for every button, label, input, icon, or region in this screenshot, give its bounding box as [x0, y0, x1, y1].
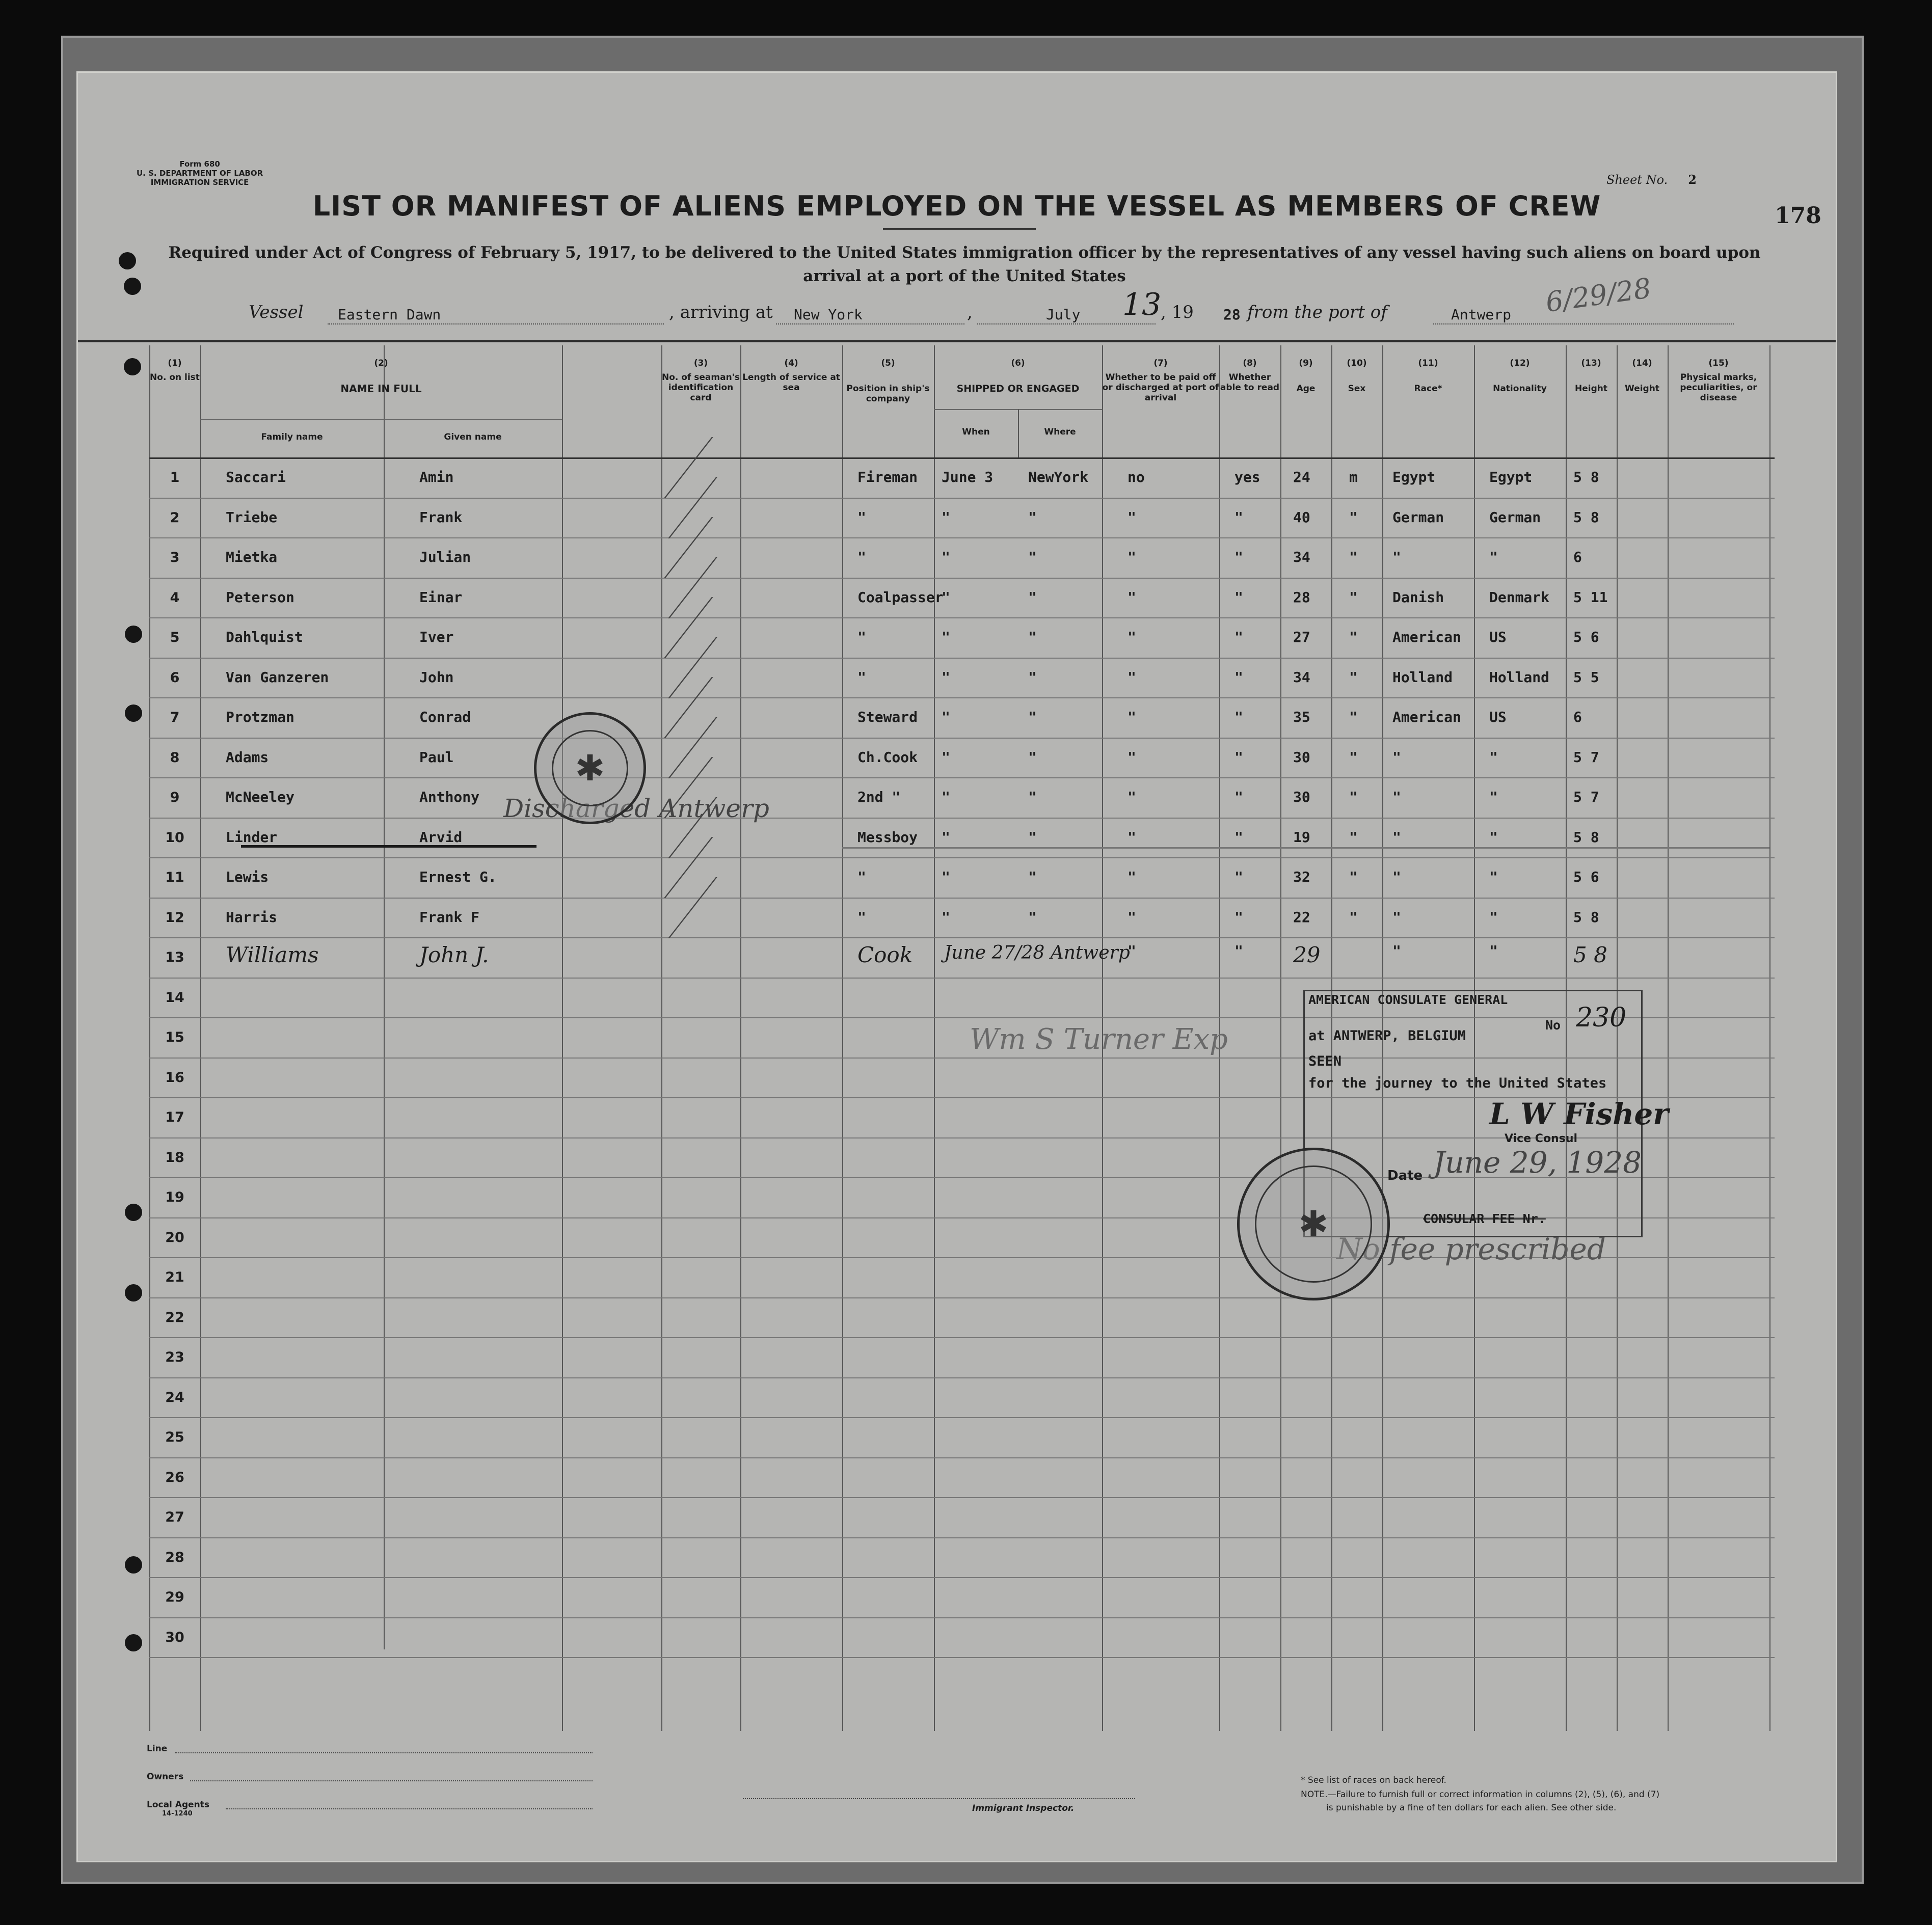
where-header: Where	[1044, 427, 1076, 437]
age-cell: 22	[1293, 908, 1310, 926]
row-number: 26	[165, 1469, 184, 1485]
row-number: 3	[170, 550, 180, 565]
col10-header: (10) Sex	[1347, 358, 1367, 394]
table-row-line	[149, 1417, 1775, 1418]
shipped-where-cell: NewYork	[1028, 469, 1089, 485]
nationality-cell: German	[1489, 508, 1541, 526]
family-name-cell: McNeeley	[226, 789, 294, 805]
family-name-cell: Protzman	[226, 709, 294, 725]
position-cell: "	[857, 508, 866, 526]
footer-line-label: Line	[147, 1744, 168, 1754]
row-number: 8	[170, 749, 180, 766]
year-prefix: , 19	[1161, 302, 1194, 322]
row-number: 17	[165, 1109, 184, 1125]
sex-cell: "	[1349, 869, 1358, 885]
when-header: When	[962, 427, 990, 437]
shipped-where-cell: "	[1028, 709, 1037, 725]
able-to-read-cell: "	[1235, 629, 1243, 645]
shipped-when-cell: "	[942, 709, 950, 725]
shipped-where-cell: "	[1028, 789, 1037, 805]
age-cell: 35	[1293, 709, 1310, 725]
consular-fee-label: CONSULAR FEE Nr.	[1423, 1211, 1546, 1226]
race-cell: German	[1392, 508, 1444, 526]
row-number: 2	[170, 509, 180, 526]
sex-cell: "	[1349, 549, 1358, 565]
punch-hole	[125, 704, 142, 722]
page-stamp: 178	[1775, 203, 1821, 229]
document-title: LIST OR MANIFEST OF ALIENS EMPLOYED ON THE VESSEL AS MEMBERS OF CREW	[312, 190, 1601, 222]
sex-cell: "	[1349, 508, 1358, 526]
eagle-emblem-icon: ✱	[1298, 1203, 1329, 1245]
shipped-when-cell: June 3	[942, 469, 994, 485]
paid-off-cell: "	[1128, 549, 1136, 565]
footnote-penalty-1: NOTE.—Failure to furnish full or correct information in columns (2), (5), (6), and (7)	[1301, 1790, 1660, 1800]
race-cell: American	[1392, 709, 1461, 725]
row8-note: Discharged Antwerp	[503, 794, 769, 823]
shipped-when-cell: "	[942, 828, 950, 846]
able-to-read-cell: "	[1235, 908, 1243, 926]
punch-hole	[125, 1204, 142, 1221]
document-subtitle: Required under Act of Congress of February 5, 1917, to be delivered to the United States immigration officer by the representatives of any vessel having such aliens on board upon arrival at a port of the United States	[168, 243, 1761, 285]
consulate-general-seal	[1237, 1148, 1390, 1300]
age-cell: 30	[1293, 748, 1310, 766]
table-row-line	[149, 617, 1775, 618]
able-to-read-cell: "	[1235, 549, 1243, 565]
able-to-read-cell: yes	[1235, 469, 1260, 485]
col4-header: (4) Length of service at sea	[742, 358, 840, 393]
table-row-line	[149, 1337, 1775, 1338]
form-number: Form 680	[179, 159, 220, 169]
position-cell: "	[857, 908, 866, 926]
nationality-cell: US	[1489, 629, 1507, 645]
table-row-line	[149, 1537, 1775, 1538]
nationality-cell: "	[1489, 828, 1498, 846]
paid-off-cell: "	[1128, 869, 1136, 885]
family-name-cell: Lewis	[226, 869, 269, 885]
col6-header: (6) SHIPPED OR ENGAGED	[956, 358, 1080, 394]
paid-off-cell: "	[1128, 908, 1136, 926]
position-cell: "	[857, 549, 866, 565]
paid-off-cell: "	[1128, 588, 1136, 606]
arriving-port: New York	[794, 306, 863, 323]
row-number: 29	[165, 1589, 184, 1605]
height-cell: 5 7	[1573, 789, 1599, 805]
year-suffix: 28	[1223, 306, 1241, 323]
nationality-cell: Denmark	[1489, 588, 1550, 606]
family-name-header: Family name	[261, 432, 323, 442]
given-name-cell: Arvid	[419, 828, 463, 846]
punch-hole	[125, 1556, 142, 1574]
given-name-cell: Ernest G.	[419, 869, 497, 885]
given-name-cell: Einar	[419, 588, 463, 606]
height-cell: 5 8	[1573, 908, 1599, 926]
row-number: 23	[165, 1349, 184, 1365]
given-name-cell: Amin	[419, 469, 454, 485]
date-value: June 29, 1928	[1433, 1145, 1642, 1180]
col2-header: (2) NAME IN FULL	[340, 358, 422, 395]
shipped-where-cell: "	[1028, 549, 1037, 565]
consulate-line4: for the journey to the United States	[1308, 1075, 1607, 1091]
sheet-value: 2	[1688, 172, 1697, 187]
shipped-when-cell: "	[942, 789, 950, 805]
row-number: 28	[165, 1549, 184, 1565]
from-port: Antwerp	[1451, 306, 1512, 323]
vice-consul-title: Vice Consul	[1505, 1132, 1578, 1145]
race-cell: Holland	[1392, 668, 1453, 686]
row-number: 22	[165, 1309, 184, 1325]
footnote-races: * See list of races on back hereof.	[1301, 1775, 1446, 1785]
height-cell: 5 5	[1573, 668, 1599, 686]
table-row-line	[149, 1377, 1775, 1378]
row-number: 27	[165, 1509, 184, 1525]
consulate-no-value: 230	[1576, 1002, 1627, 1033]
paid-off-cell: "	[1128, 748, 1136, 766]
row-number: 4	[170, 589, 180, 606]
punch-hole	[125, 1284, 142, 1302]
sex-cell: "	[1349, 748, 1358, 766]
row-number: 19	[165, 1189, 184, 1205]
footer-agents-label: Local Agents	[147, 1800, 210, 1810]
title-rule	[883, 228, 1036, 230]
able-to-read-cell: "	[1235, 789, 1243, 805]
age-cell: 27	[1293, 629, 1310, 645]
row-number: 12	[165, 909, 184, 926]
table-row-line	[149, 1657, 1775, 1658]
table-row-line	[149, 738, 1775, 739]
manifest-sheet: Form 680 U. S. DEPARTMENT OF LABOR IMMIGRATION SERVICE Sheet No. 2 178 LIST OR MANIFEST OF ALIENS EMPLOYED ON THE VESSEL AS MEMBERS OF CREW Required under Act of Congress of February 5, 1917, to be delivered to the United States immigration officer by the representatives of any vessel having such aliens on board upon arrival at a port of the United States Vessel Eastern Dawn , arriving at New York , July 13 , 19 28 from the port of Antwerp 6/29/28 (1) No. on list (2) NAME IN FULL Family name Given name (3) No. of seaman's identification card (4) Length of service at sea (5) Position in ship's company (6) SHIPPED OR ENGAGED When Where (7) Whether to be paid off or discharged at port of arrival (8) Whether able to read (9) Age (10) Sex (11) Race* (12) Nationality (13) Height (14) Weight (15) Physical marks, peculiarities, or disease 1 2 3 4 5 6 7 8 9 10 11 12 13 14 15 16 17 18 19 20 21 22 23 24 25 26 27 28 29 30 Saccari Amin Fireman June 3 NewYork no yes 24 m Egypt Egypt 5 8 Triebe Frank " " " " " 40 " German German 5 8 Mietka Julian " " " " " 34 " " " 6 Peterson Einar Coalpasser " " " " 28 " Danish Denmark 5 11 Dahlquist Iver " " " " " 27 " American US 5 6 Van Ganzeren John " " " " " 34 " Holland Holland 5 5 Protzman Conrad Steward " " " " 35 " American US 6 Adams Paul Ch.Cook " " " " 30 " " " 5 7 McNeeley Anthony 2nd " " " " " 30 " " " 5 7 Linder Arvid Messboy " " " " 19 " " " 5 8 Lewis Ernest G. " " " " " 32 " " " 5 6 Harris Frank F " " " " " 22 " " " 5 8 Williams John J. Cook June 27/28 Antwerp " " 29 " " 5 8 Discharged Antwerp ✱ Wm S Turner Exp AMERICAN CONSULATE GENERAL No 230 at ANTWERP, BELGIUM SEEN for the journey to the United States L W Fisher Vice Consul Date June 29, 1928 CONSULAR FEE Nr. No fee prescribed ✱ Line Owners Local Agents 14-1240 Immigrant Inspector. * See list of races on back hereof. NOTE.—Failure to furnish full or correct information in columns (2), (5), (6), and (7) is punishable by a fine of ten dollars for each alien. See other side.	[76, 71, 1837, 1862]
row-number: 7	[170, 710, 180, 725]
row-number: 21	[165, 1269, 184, 1285]
height-cell: 6	[1573, 549, 1582, 565]
shipped-where-cell: "	[1028, 828, 1037, 846]
footnote-penalty-2: is punishable by a fine of ten dollars for each alien. See other side.	[1326, 1803, 1617, 1813]
shipped-where-cell: "	[1028, 508, 1037, 526]
table-row-line	[149, 537, 1775, 538]
consulate-line2: at ANTWERP, BELGIUM	[1308, 1028, 1466, 1044]
given-name-cell: John J.	[419, 942, 489, 967]
given-name-cell: Iver	[419, 629, 454, 645]
family-name-cell: Linder	[226, 828, 278, 846]
table-row-line	[149, 658, 1775, 659]
col9-header: (9) Age	[1296, 358, 1316, 394]
vessel-line	[249, 302, 303, 322]
age-cell: 34	[1293, 668, 1310, 686]
race-cell: "	[1392, 748, 1401, 766]
height-cell: 5 8	[1573, 469, 1599, 485]
sex-cell: "	[1349, 789, 1358, 805]
row-number: 6	[170, 669, 180, 686]
punch-hole	[124, 278, 141, 295]
col5-header: (5) Position in ship's company	[846, 358, 930, 404]
col12-header: (12) Nationality	[1493, 358, 1547, 394]
race-cell: American	[1392, 629, 1461, 645]
sex-cell: "	[1349, 668, 1358, 686]
shipped-when-cell: "	[942, 748, 950, 766]
shipped-when-cell: "	[942, 508, 950, 526]
family-name-cell: Saccari	[226, 469, 286, 485]
given-name-cell: John	[419, 668, 454, 686]
family-name-cell: Mietka	[226, 549, 278, 565]
paid-off-cell: "	[1128, 668, 1136, 686]
cancel-line-row-8	[842, 847, 1769, 849]
position-cell: Fireman	[857, 469, 918, 485]
shipped-when-cell: "	[942, 668, 950, 686]
family-name-cell: Williams	[226, 942, 319, 967]
paid-off-cell: "	[1128, 508, 1136, 526]
race-cell: "	[1392, 908, 1401, 926]
vessel-label: Vessel	[249, 302, 304, 322]
consulate-no-label: No	[1545, 1018, 1561, 1033]
shipped-when-cell: June 27/28 Antwerp	[944, 942, 1130, 963]
from-label: from the port of	[1247, 302, 1387, 322]
row-number: 24	[165, 1389, 184, 1405]
paid-off-cell: "	[1128, 789, 1136, 805]
nationality-cell: "	[1489, 908, 1498, 926]
footer-owners-label: Owners	[147, 1772, 184, 1782]
date-label: Date	[1387, 1168, 1423, 1183]
age-cell: 30	[1293, 789, 1310, 805]
race-cell: "	[1392, 869, 1401, 885]
able-to-read-cell: "	[1235, 748, 1243, 766]
handwritten-date: 6/29/28	[1543, 272, 1653, 319]
table-row-line	[149, 898, 1775, 899]
position-cell: "	[857, 629, 866, 645]
col3-header: (3) No. of seaman's identification card	[661, 358, 740, 403]
row-number: 18	[165, 1149, 184, 1165]
consulate-seal-stamp	[534, 712, 646, 824]
row-number: 9	[170, 790, 180, 805]
able-to-read-cell: "	[1235, 668, 1243, 686]
family-name-cell: Peterson	[226, 588, 294, 606]
race-cell: "	[1392, 942, 1401, 959]
shipped-where-cell: "	[1028, 668, 1037, 686]
shipped-when-cell: "	[942, 549, 950, 565]
table-row-line	[149, 1497, 1775, 1498]
header-separator	[78, 340, 1836, 342]
able-to-read-cell: "	[1235, 942, 1243, 959]
given-name-header: Given name	[444, 432, 502, 442]
punch-hole	[125, 626, 142, 643]
age-cell: 32	[1293, 869, 1310, 885]
row-number: 16	[165, 1069, 184, 1086]
nationality-cell: "	[1489, 942, 1498, 959]
arrival-month: July	[1046, 306, 1081, 323]
col14-header: (14) Weight	[1625, 358, 1659, 394]
row-number: 1	[170, 470, 180, 485]
paid-off-cell: "	[1128, 709, 1136, 725]
footer-agents-code: 14-1240	[162, 1810, 193, 1818]
table-row-line	[149, 697, 1775, 698]
nationality-cell: "	[1489, 748, 1498, 766]
shipped-where-cell: "	[1028, 908, 1037, 926]
consul-signature: L W Fisher	[1489, 1097, 1669, 1131]
able-to-read-cell: "	[1235, 869, 1243, 885]
row-number: 13	[165, 950, 184, 965]
age-cell: 24	[1293, 469, 1310, 485]
nationality-cell: "	[1489, 869, 1498, 885]
eagle-emblem-icon: ✱	[575, 747, 605, 789]
arriving-label: , arriving at	[669, 302, 773, 322]
table-row-line	[149, 1297, 1775, 1298]
row-number: 14	[165, 989, 184, 1006]
position-cell: Messboy	[857, 828, 918, 846]
col8-header: (8) Whether able to read	[1220, 358, 1280, 393]
race-cell: "	[1392, 828, 1401, 846]
shipped-where-cell: "	[1028, 748, 1037, 766]
able-to-read-cell: "	[1235, 508, 1243, 526]
inspector-label: Immigrant Inspector.	[972, 1803, 1075, 1813]
height-cell: 5 8	[1573, 942, 1607, 967]
sex-cell: "	[1349, 588, 1358, 606]
age-cell: 29	[1293, 942, 1321, 967]
shipped-when-cell: "	[942, 588, 950, 606]
table-row-line	[149, 777, 1775, 778]
row15-note: Wm S Turner Exp	[970, 1023, 1228, 1056]
position-cell: Steward	[857, 709, 918, 725]
consulate-line1: AMERICAN CONSULATE GENERAL	[1308, 992, 1508, 1007]
height-cell: 6	[1573, 709, 1582, 725]
family-name-cell: Triebe	[226, 508, 278, 526]
table-row-line	[149, 498, 1775, 499]
race-cell: Danish	[1392, 588, 1444, 606]
sex-cell: "	[1349, 828, 1358, 846]
position-cell: Ch.Cook	[857, 748, 918, 766]
col13-header: (13) Height	[1575, 358, 1607, 394]
table-row-line	[149, 978, 1775, 979]
form-identifier	[137, 159, 263, 187]
col11-header: (11) Race*	[1414, 358, 1442, 394]
col7-header: (7) Whether to be paid off or discharged at port of arrival	[1102, 358, 1219, 403]
col1-header: (1) No. on list	[150, 358, 200, 383]
able-to-read-cell: "	[1235, 828, 1243, 846]
punch-hole	[124, 358, 141, 375]
position-cell: "	[857, 668, 866, 686]
race-cell: Egypt	[1392, 469, 1436, 485]
position-cell: Cook	[857, 942, 913, 967]
shipped-when-cell: "	[942, 869, 950, 885]
given-name-cell: Paul	[419, 748, 454, 766]
sheet-number	[1606, 172, 1697, 187]
nationality-cell: US	[1489, 709, 1507, 725]
family-name-cell: Dahlquist	[226, 629, 303, 645]
height-cell: 5 7	[1573, 748, 1599, 766]
shipped-where-cell: "	[1028, 869, 1037, 885]
age-cell: 40	[1293, 508, 1310, 526]
height-cell: 5 8	[1573, 508, 1599, 526]
height-cell: 5 6	[1573, 869, 1599, 885]
nationality-cell: Holland	[1489, 668, 1550, 686]
given-name-cell: Anthony	[419, 789, 480, 805]
table-row-line	[149, 857, 1775, 858]
table-row-line	[149, 578, 1775, 579]
sex-cell: m	[1349, 469, 1358, 485]
arrival-day: 13	[1122, 287, 1162, 322]
given-name-cell: Julian	[419, 549, 471, 565]
paid-off-cell: "	[1128, 828, 1136, 846]
given-name-cell: Conrad	[419, 709, 471, 725]
position-cell: 2nd "	[857, 789, 901, 805]
paid-off-cell: "	[1128, 942, 1136, 959]
nationality-cell: "	[1489, 789, 1498, 805]
race-cell: "	[1392, 789, 1401, 805]
height-cell: 5 11	[1573, 588, 1608, 606]
paid-off-cell: "	[1128, 629, 1136, 645]
fee-note: No fee prescribed	[1336, 1232, 1606, 1266]
shipped-where-cell: "	[1028, 629, 1037, 645]
punch-hole	[119, 252, 136, 269]
service: IMMIGRATION SERVICE	[150, 178, 249, 187]
row-number: 30	[165, 1629, 184, 1645]
shipped-when-cell: "	[942, 908, 950, 926]
age-cell: 28	[1293, 588, 1310, 606]
sex-cell: "	[1349, 709, 1358, 725]
sheet-label: Sheet No.	[1606, 173, 1668, 187]
height-cell: 5 6	[1573, 629, 1599, 645]
row-number: 10	[165, 829, 184, 846]
consulate-line3: SEEN	[1308, 1053, 1342, 1069]
row-number: 5	[170, 630, 180, 645]
col15-header: (15) Physical marks, peculiarities, or disease	[1680, 358, 1757, 403]
nationality-cell: "	[1489, 549, 1498, 565]
sex-cell: "	[1349, 629, 1358, 645]
position-cell: Coalpasser	[857, 588, 944, 606]
race-cell: "	[1392, 549, 1401, 565]
sex-cell: "	[1349, 908, 1358, 926]
row-number: 25	[165, 1429, 184, 1445]
row-number: 15	[165, 1029, 184, 1045]
table-row-line	[149, 818, 1775, 819]
strikethrough-row-8	[241, 845, 536, 848]
table-row-line	[149, 1457, 1775, 1458]
age-cell: 19	[1293, 828, 1310, 846]
able-to-read-cell: "	[1235, 588, 1243, 606]
vessel-name: Eastern Dawn	[338, 306, 441, 323]
department: U. S. DEPARTMENT OF LABOR	[137, 169, 263, 178]
position-cell: "	[857, 869, 866, 885]
paid-off-cell: no	[1128, 469, 1145, 485]
height-cell: 5 8	[1573, 828, 1599, 846]
family-name-cell: Harris	[226, 908, 278, 926]
age-cell: 34	[1293, 549, 1310, 565]
family-name-cell: Adams	[226, 748, 269, 766]
shipped-where-cell: "	[1028, 588, 1037, 606]
table-row-line	[149, 1617, 1775, 1618]
nationality-cell: Egypt	[1489, 469, 1533, 485]
row-number: 20	[165, 1229, 184, 1245]
table-row-line	[149, 937, 1775, 938]
punch-hole	[125, 1634, 142, 1651]
table-row-line	[149, 1577, 1775, 1578]
given-name-cell: Frank F	[419, 908, 480, 926]
family-name-cell: Van Ganzeren	[226, 668, 329, 686]
able-to-read-cell: "	[1235, 709, 1243, 725]
shipped-when-cell: "	[942, 629, 950, 645]
given-name-cell: Frank	[419, 508, 463, 526]
row-number: 11	[165, 870, 184, 885]
